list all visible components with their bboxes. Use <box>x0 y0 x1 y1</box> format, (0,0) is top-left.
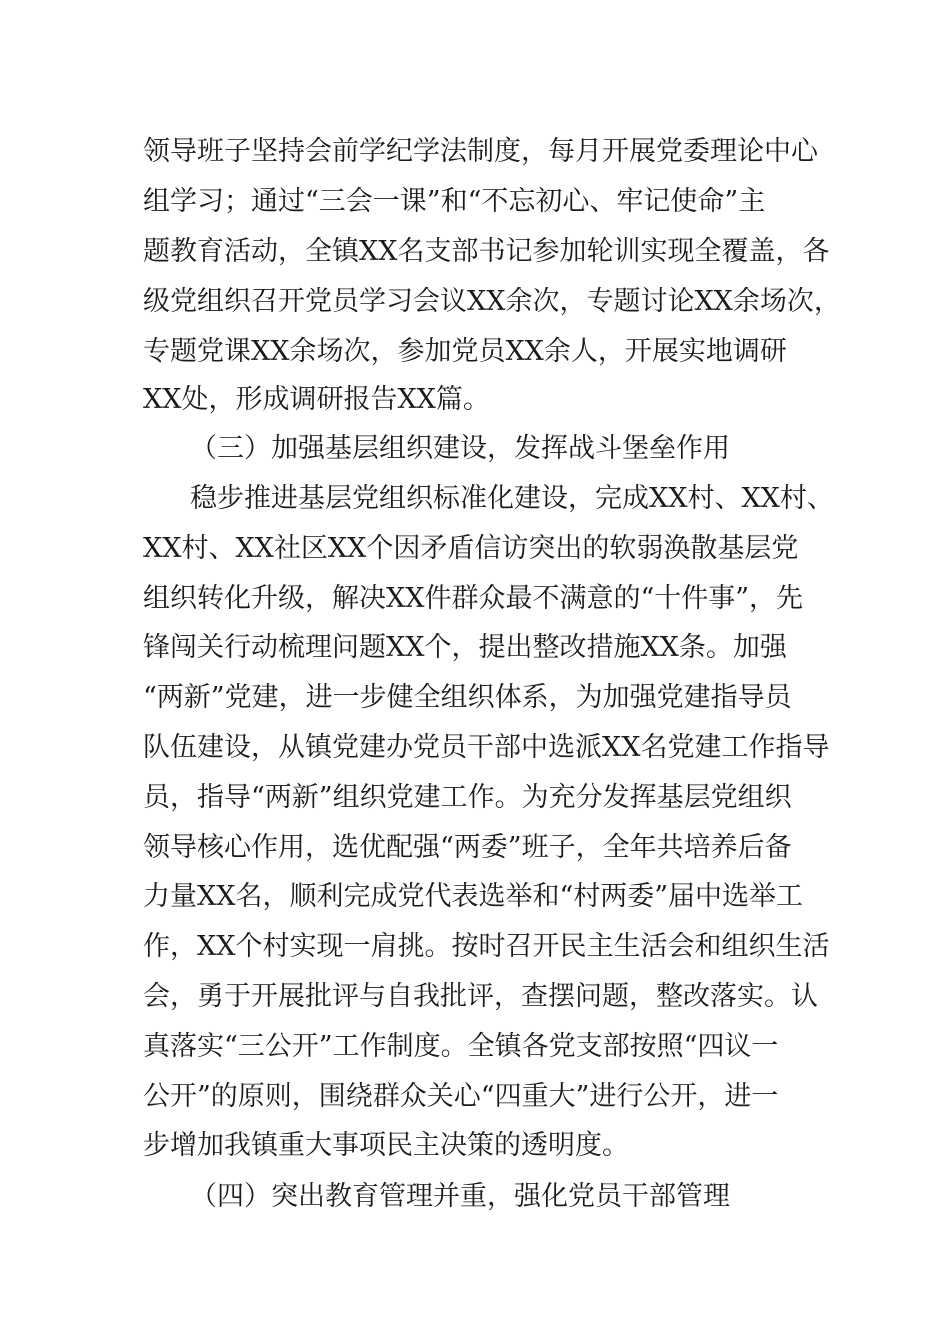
paragraph-line: 步增加我镇重大事项民主决策的透明度。 <box>143 1130 629 1161</box>
paragraph-line: 题教育活动，全镇XX名支部书记参加轮训实现全覆盖，各 <box>143 236 830 267</box>
paragraph-line: 级党组织召开党员学习会议XX余次，专题讨论XX余场次， <box>143 286 841 317</box>
paragraph-line: 员，指导“两新”组织党建工作。为充分发挥基层党组织 <box>143 782 792 813</box>
paragraph-line: 会，勇于开展批评与自我批评，查摆问题，整改落实。认 <box>143 981 818 1012</box>
paragraph-line: 专题党课XX余场次，参加党员XX余人，开展实地调研 <box>143 336 787 367</box>
paragraph-line: 作，XX个村实现一肩挑。按时召开民主生活会和组织生活 <box>143 931 830 962</box>
paragraph-line: XX处，形成调研报告XX篇。 <box>143 384 490 415</box>
paragraph-line: 锋闯关行动梳理问题XX个，提出整改措施XX条。加强 <box>143 632 787 663</box>
paragraph-line: 力量XX名，顺利完成党代表选举和“村两委”届中选举工 <box>143 881 804 912</box>
paragraph-line: 稳步推进基层党组织标准化建设，完成XX村、XX村、 <box>190 483 834 514</box>
section-heading-3: （三）加强基层组织建设，发挥战斗堡垒作用 <box>190 433 730 464</box>
paragraph-line: 组织转化升级，解决XX件群众最不满意的“十件事”，先 <box>143 583 804 614</box>
paragraph-line: “两新”党建，进一步健全组织体系，为加强党建指导员 <box>143 682 792 713</box>
paragraph-line: 队伍建设，从镇党建办党员干部中选派XX名党建工作指导 <box>143 732 830 763</box>
paragraph-line: 组学习；通过“三会一课”和“不忘初心、牢记使命”主 <box>143 186 766 217</box>
paragraph-line: 公开”的原则，围绕群众关心“四重大”进行公开，进一 <box>143 1081 779 1112</box>
paragraph-line: XX村、XX社区XX个因矛盾信访突出的软弱涣散基层党 <box>143 533 799 564</box>
paragraph-line: 真落实“三公开”工作制度。全镇各党支部按照“四议一 <box>143 1031 779 1062</box>
section-heading-4: （四）突出教育管理并重，强化党员干部管理 <box>190 1181 730 1212</box>
paragraph-line: 领导核心作用，选优配强“两委”班子，全年共培养后备 <box>143 832 792 863</box>
paragraph-line: 领导班子坚持会前学纪学法制度，每月开展党委理论中心 <box>143 136 818 167</box>
